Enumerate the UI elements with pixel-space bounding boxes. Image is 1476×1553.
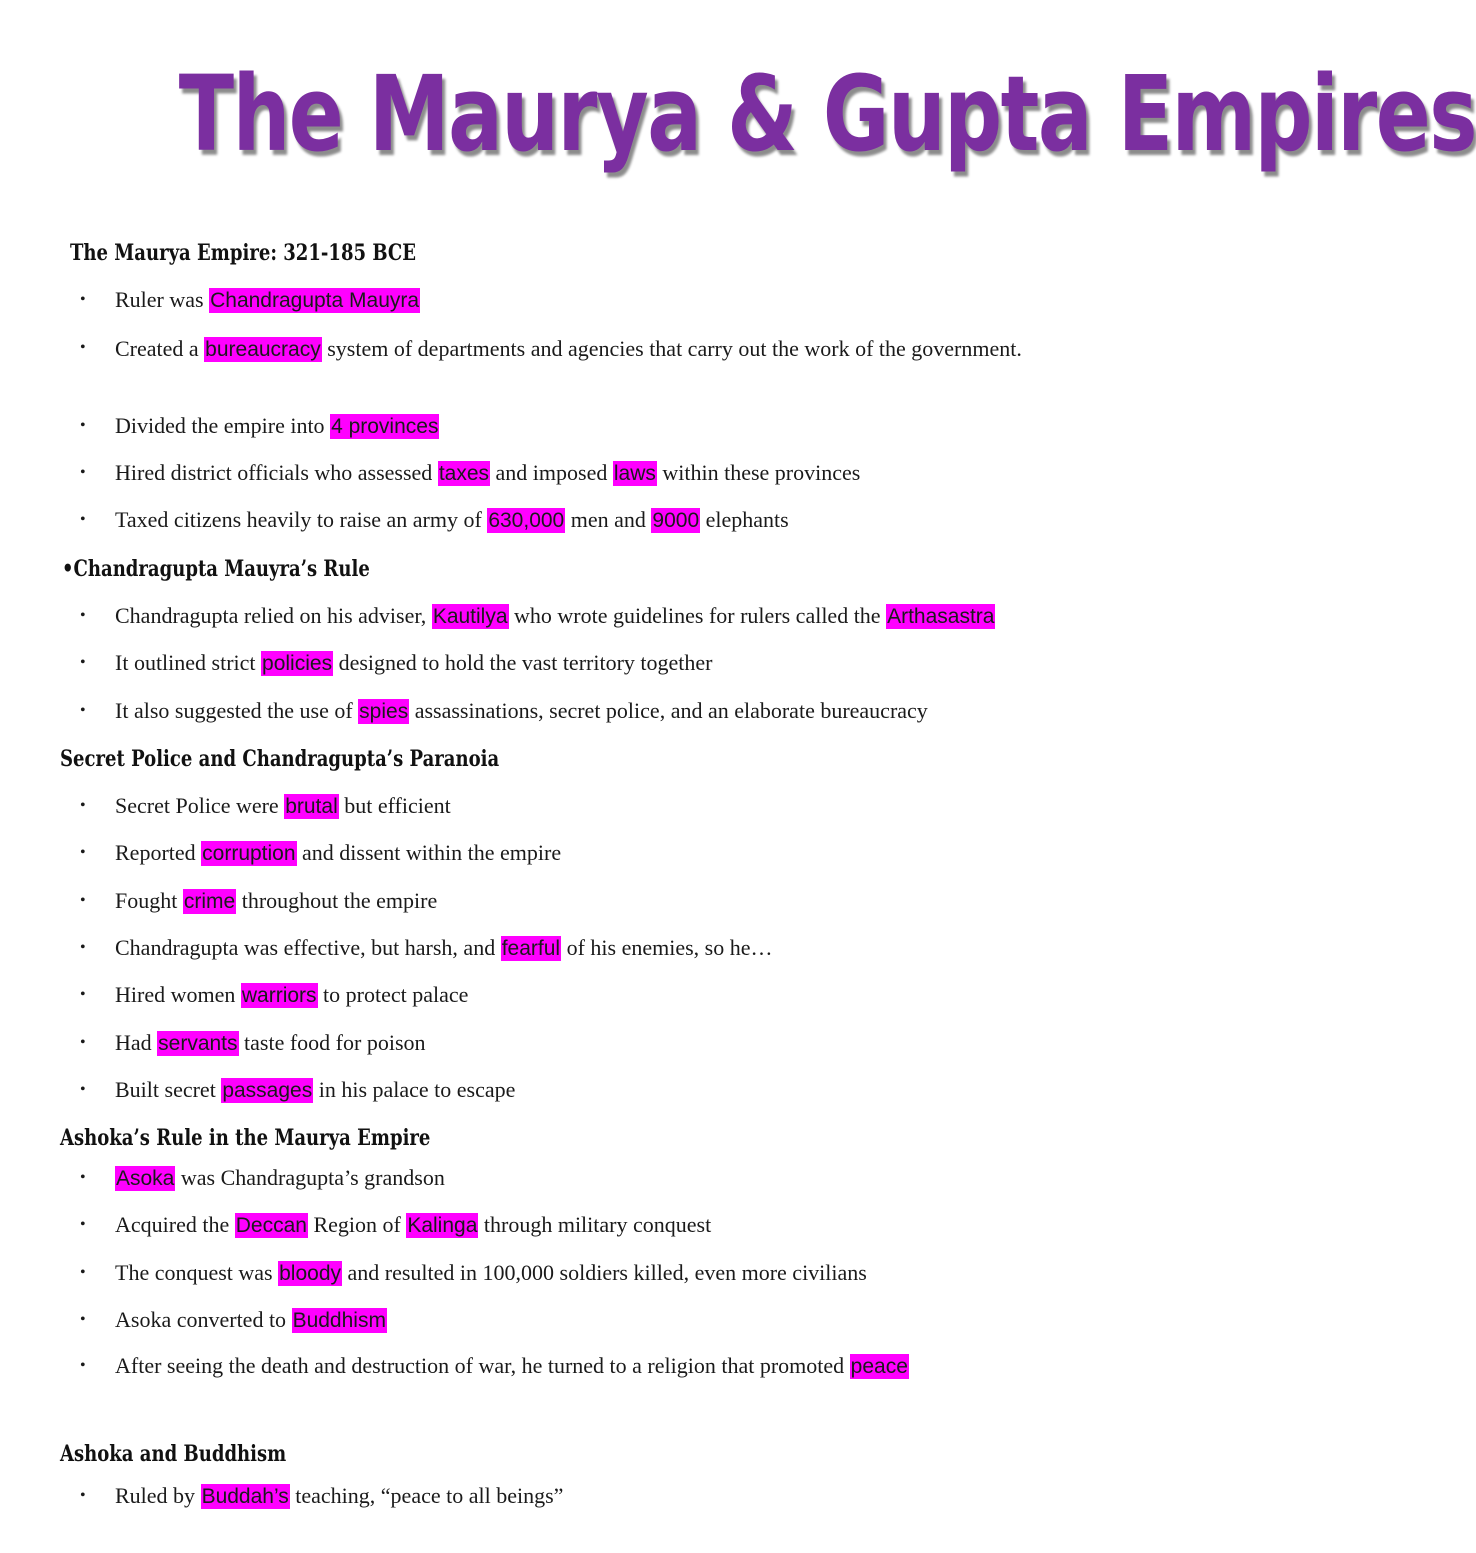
item-text: was Chandragupta’s grandson [175, 1165, 445, 1190]
item-text: to protect palace [317, 982, 469, 1007]
item-text: Created a [115, 336, 205, 361]
item-text: Chandragupta relied on his adviser, [115, 603, 432, 628]
item-text: Chandragupta was effective, but harsh, and [115, 935, 501, 960]
bullet-icon: • [80, 1264, 86, 1281]
item-text: After seeing the death and destruction of war, he turned to a religion that promoted [115, 1353, 850, 1378]
item-text: but efficient [338, 793, 451, 818]
item-text: The conquest was [115, 1260, 279, 1285]
highlighted-term: corruption [202, 842, 296, 865]
item-text: of his enemies, so he… [561, 935, 773, 960]
bullet-icon: • [80, 1487, 86, 1504]
bullet-icon: • [80, 797, 86, 814]
highlighted-term: 630,000 [488, 509, 565, 532]
bullet-icon: • [80, 1216, 86, 1233]
item-text: Secret Police were [115, 793, 285, 818]
item-text: Hired women [115, 982, 241, 1007]
item-text: It also suggested the use of [115, 698, 359, 723]
item-text: and imposed [490, 460, 613, 485]
bullet-icon: • [80, 1034, 86, 1051]
highlighted-term: Asoka [116, 1167, 175, 1190]
item-text: Asoka converted to [115, 1307, 292, 1332]
item-text: Built secret [115, 1077, 222, 1102]
bullet-icon: • [80, 654, 86, 671]
item-text: Region of [307, 1212, 407, 1237]
highlighted-term: laws [613, 462, 656, 485]
highlighted-term: Chandragupta Mauyra [210, 289, 420, 312]
highlighted-term: crime [183, 890, 236, 913]
highlighted-term: peace [850, 1355, 908, 1378]
bullet-icon: • [80, 702, 86, 719]
bullet-icon: • [80, 1357, 86, 1374]
bullet-icon: • [80, 892, 86, 909]
item-text: elephants [700, 507, 789, 532]
item-text: Reported [115, 840, 202, 865]
highlighted-term: passages [222, 1079, 313, 1102]
highlighted-term: Buddhism [292, 1309, 386, 1332]
item-text: Taxed citizens heavily to raise an army of [115, 507, 488, 532]
item-text: Had [115, 1030, 158, 1055]
item-text: who wrote guidelines for rulers called the [508, 603, 887, 628]
item-text: taste food for poison [238, 1030, 426, 1055]
highlighted-term: 4 provinces [331, 415, 439, 438]
item-text: through military conquest [478, 1212, 712, 1237]
item-text: throughout the empire [236, 888, 438, 913]
section-heading: •Chandragupta Mauyra’s Rule [62, 556, 370, 582]
document-title: The Maurya & Gupta Empires [178, 53, 1476, 175]
item-text: It outlined strict [115, 650, 262, 675]
bullet-icon: • [80, 1311, 86, 1328]
highlighted-term: policies [262, 652, 333, 675]
item-text: Divided the empire into [115, 413, 331, 438]
bullet-icon: • [80, 464, 86, 481]
item-text: Acquired the [115, 1212, 235, 1237]
highlighted-term: Kautilya [432, 605, 508, 628]
highlighted-term: Arthasastra [887, 605, 995, 628]
highlighted-term: fearful [501, 937, 561, 960]
section-heading: The Maurya Empire: 321-185 BCE [70, 240, 417, 266]
bullet-icon: • [80, 939, 86, 956]
section-heading: Secret Police and Chandragupta’s Paranoia [60, 746, 500, 772]
highlighted-term: spies [359, 700, 409, 723]
highlighted-term: Buddah’s [201, 1485, 289, 1508]
item-text: and resulted in 100,000 soldiers killed, even more civilians [342, 1260, 867, 1285]
highlighted-term: taxes [438, 462, 490, 485]
section-heading: Ashoka’s Rule in the Maurya Empire [60, 1125, 431, 1151]
highlighted-term: Kalinga [407, 1214, 478, 1237]
highlighted-term: warriors [241, 984, 317, 1007]
bullet-icon: • [80, 986, 86, 1003]
bullet-icon: • [80, 291, 86, 308]
item-text: men and [565, 507, 652, 532]
bullet-icon: • [80, 844, 86, 861]
item-text: and dissent within the empire [296, 840, 562, 865]
highlighted-term: bloody [279, 1262, 342, 1285]
highlighted-term: 9000 [652, 509, 700, 532]
bullet-icon: • [80, 339, 86, 356]
item-text: Ruled by [115, 1483, 201, 1508]
item-text: Fought [115, 888, 183, 913]
bullet-icon: • [80, 417, 86, 434]
highlighted-term: servants [158, 1032, 238, 1055]
item-text: in his palace to escape [313, 1077, 516, 1102]
item-text: assassinations, secret police, and an elaborate bureaucracy [409, 698, 928, 723]
bullet-icon: • [80, 1169, 86, 1186]
item-text: within these provinces [656, 460, 861, 485]
highlighted-term: Deccan [235, 1214, 307, 1237]
highlighted-term: bureaucracy [205, 338, 321, 361]
bullet-icon: • [80, 1081, 86, 1098]
item-text: system of departments and agencies that carry out the work of the government. [321, 336, 1022, 361]
item-text: teaching, “peace to all beings” [289, 1483, 564, 1508]
item-text: Ruler was [115, 287, 210, 312]
item-text: designed to hold the vast territory together [333, 650, 713, 675]
bullet-icon: • [80, 511, 86, 528]
item-text: Hired district officials who assessed [115, 460, 438, 485]
highlighted-term: brutal [285, 795, 338, 818]
section-heading: Ashoka and Buddhism [60, 1441, 287, 1467]
bullet-icon: • [80, 607, 86, 624]
